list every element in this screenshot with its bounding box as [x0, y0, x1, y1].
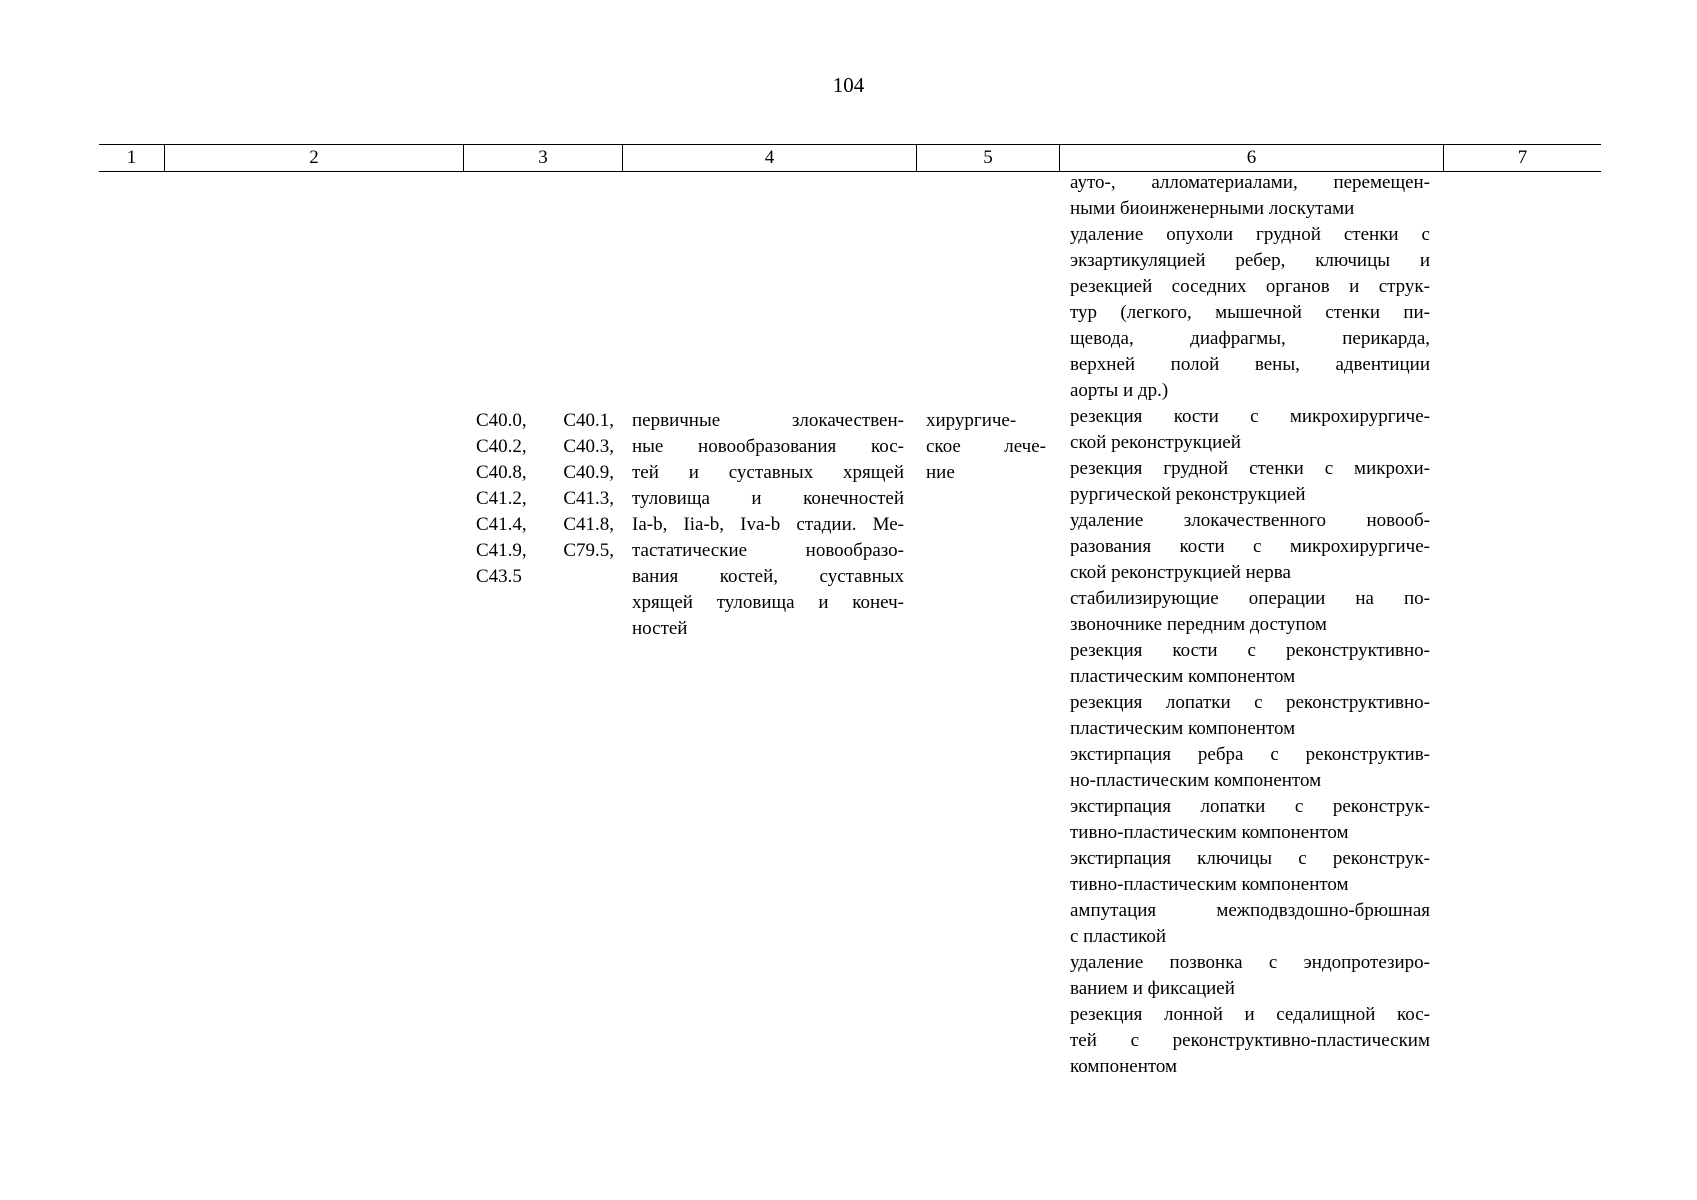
diagnosis-line: хрящей туловища и конеч-: [632, 592, 904, 613]
code: C41.2,: [476, 488, 527, 509]
diagnosis-line: тастатические новообразо-: [632, 540, 904, 561]
method-line: с пластикой: [1070, 926, 1167, 947]
diagnosis-line: Ia-b, Iia-b, Iva-b стадии. Ме-: [632, 514, 904, 535]
method-line: пластическим компонентом: [1070, 718, 1296, 739]
method-line: аорты и др.): [1070, 380, 1169, 401]
icd-codes-cell: [476, 408, 614, 590]
method-line: резекция лонной и седалищной кос-: [1070, 1004, 1430, 1025]
method-line: тей с реконструктивно-пластическим: [1070, 1030, 1430, 1051]
method-line: пластическим компонентом: [1070, 666, 1296, 687]
method-line: разования кости с микрохирургиче-: [1070, 536, 1430, 557]
method-line: рургической реконструкцией: [1070, 484, 1306, 505]
table-header-row: [99, 144, 1601, 172]
method-line: экстирпация лопатки с реконструк-: [1070, 796, 1430, 817]
method-line: но-пластическим компонентом: [1070, 770, 1322, 791]
method-line: стабилизирующие операции на по-: [1070, 588, 1430, 609]
method-line: удаление позвонка с эндопротезиро-: [1070, 952, 1430, 973]
method-line: ными биоинженерными лоскутами: [1070, 198, 1355, 219]
method-line: удаление опухоли грудной стенки с: [1070, 224, 1430, 245]
header-col-3: 3: [464, 145, 623, 171]
method-line: звоночнике передним доступом: [1070, 614, 1327, 635]
code: C41.4,: [476, 514, 527, 535]
method-line: верхней полой вены, адвентиции: [1070, 354, 1430, 375]
method-line: компонентом: [1070, 1056, 1178, 1077]
method-line: ской реконструкцией: [1070, 432, 1241, 453]
diagnosis-line: туловища и конечностей: [632, 488, 904, 509]
method-line: резекция кости с микрохирургиче-: [1070, 406, 1430, 427]
treatment-line: ское лече-: [926, 436, 1046, 457]
method-line: ванием и фиксацией: [1070, 978, 1235, 999]
treatment-methods-cell: [1070, 170, 1430, 1080]
header-col-7: 7: [1517, 147, 1528, 168]
diagnosis-line: тей и суставных хрящей: [632, 462, 904, 483]
method-line: резекция кости с реконструктивно-: [1070, 640, 1430, 661]
code: C41.8,: [563, 514, 614, 535]
method-line: экстирпация ребра с реконструктив-: [1070, 744, 1430, 765]
treatment-type-cell: [926, 408, 1046, 486]
code: C41.3,: [563, 488, 614, 509]
method-line: резекция грудной стенки с микрохи-: [1070, 458, 1430, 479]
code: C40.3,: [563, 436, 614, 457]
method-line: ампутация межподвздошно-брюшная: [1070, 900, 1430, 921]
code-line: [476, 486, 614, 512]
treatment-line: ние: [926, 462, 955, 483]
code-line: [476, 538, 614, 564]
code-line: [476, 434, 614, 460]
code: C40.0,: [476, 410, 527, 431]
method-line: тивно-пластическим компонентом: [1070, 874, 1349, 895]
code-line: [476, 460, 614, 486]
method-line: щевода, диафрагмы, перикарда,: [1070, 328, 1430, 349]
code: C79.5,: [563, 540, 614, 561]
method-line: резекцией соседних органов и струк-: [1070, 276, 1430, 297]
diagnosis-line: ностей: [632, 618, 688, 639]
method-line: экзартикуляцией ребер, ключицы и: [1070, 250, 1430, 271]
diagnosis-cell: [632, 408, 904, 642]
method-line: тур (легкого, мышечной стенки пи-: [1070, 302, 1430, 323]
method-line: удаление злокачественного новооб-: [1070, 510, 1430, 531]
header-col-6: 6: [1060, 145, 1444, 171]
method-line: резекция лопатки с реконструктивно-: [1070, 692, 1430, 713]
method-line: ской реконструкцией нерва: [1070, 562, 1291, 583]
code-line: [476, 564, 614, 590]
code: C40.8,: [476, 462, 527, 483]
method-line: экстирпация ключицы с реконструк-: [1070, 848, 1430, 869]
diagnosis-line: ные новообразования кос-: [632, 436, 904, 457]
header-col-5: 5: [917, 145, 1060, 171]
treatment-line: хирургиче-: [926, 410, 1017, 431]
page-number: 104: [832, 73, 865, 97]
code: C40.9,: [563, 462, 614, 483]
header-col-1: 1: [99, 145, 165, 171]
diagnosis-line: вания костей, суставных: [632, 566, 904, 587]
code: C40.2,: [476, 436, 527, 457]
code-line: [476, 512, 614, 538]
header-col-4: 4: [623, 145, 917, 171]
diagnosis-line: первичные злокачествен-: [632, 410, 904, 431]
code: C40.1,: [563, 410, 614, 431]
code: C41.9,: [476, 540, 527, 561]
header-col-2: 2: [165, 145, 464, 171]
method-line: ауто-, алломатериалами, перемещен-: [1070, 172, 1430, 193]
code: C43.5: [476, 566, 522, 587]
code-line: [476, 408, 614, 434]
method-line: тивно-пластическим компонентом: [1070, 822, 1349, 843]
